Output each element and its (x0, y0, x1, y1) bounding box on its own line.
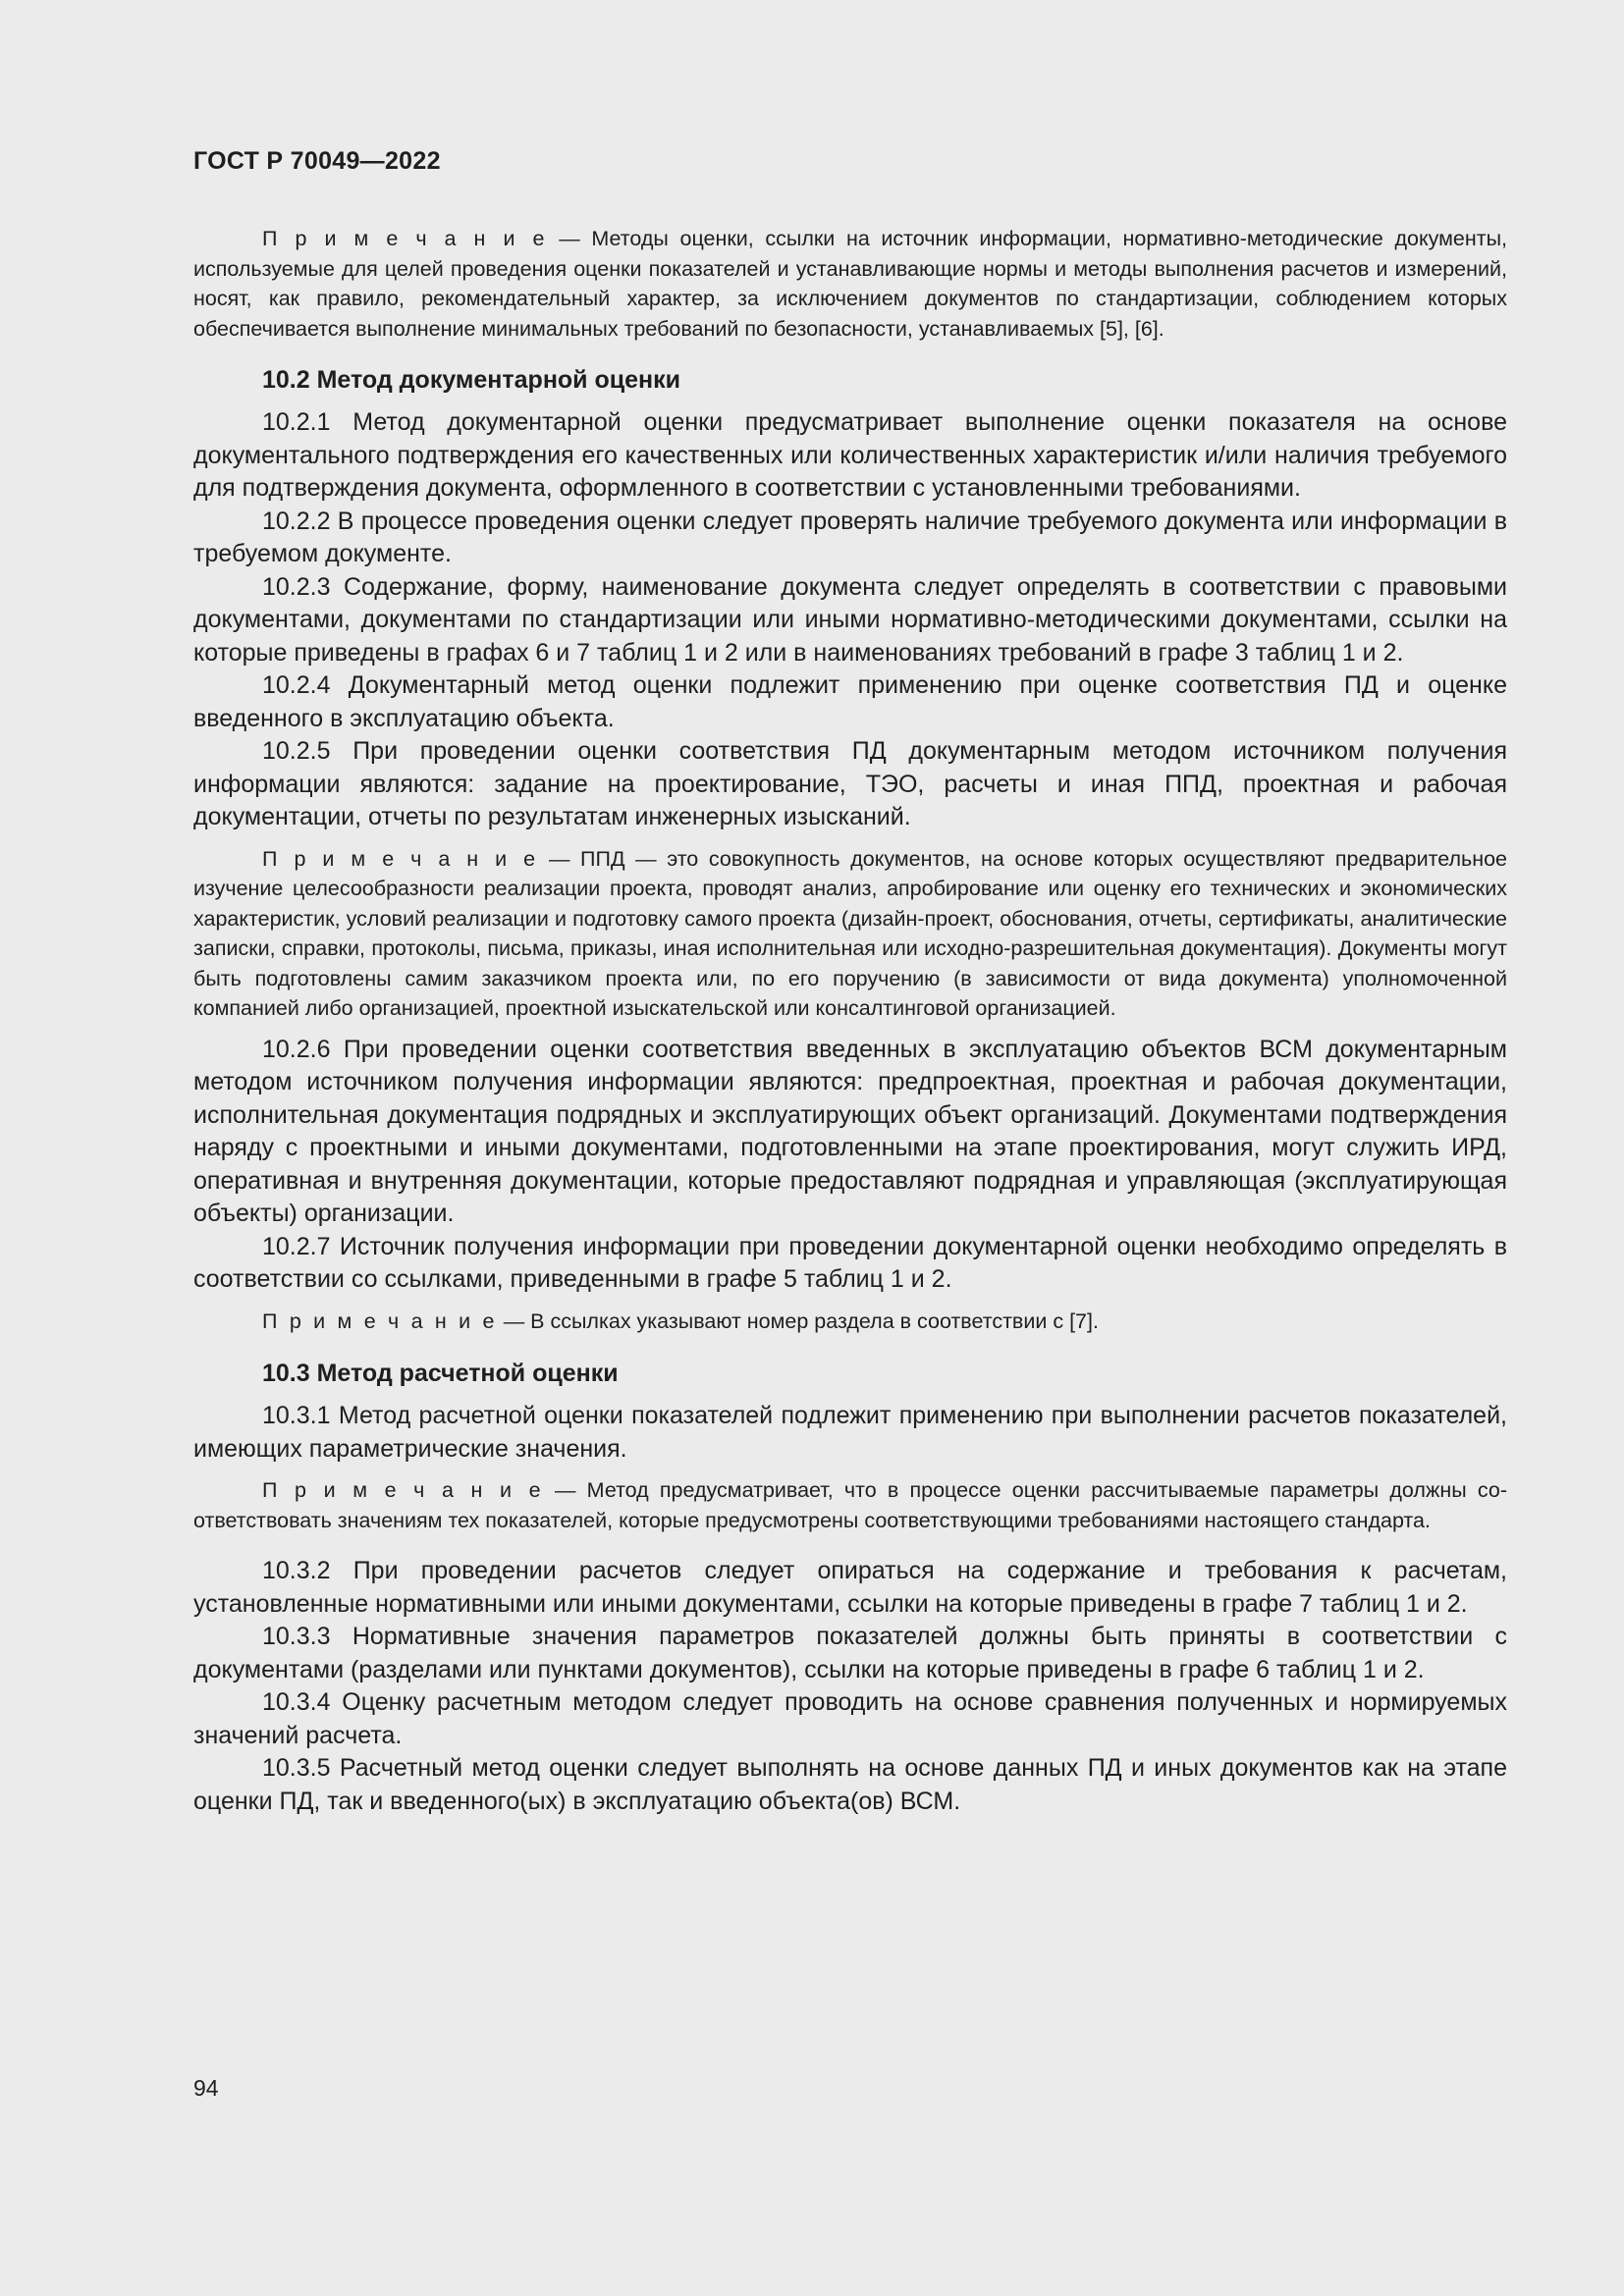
note-references (193, 1307, 1507, 1337)
note-calculation (193, 1475, 1507, 1535)
paragraph-10-2-6: 10.2.6 При проведении оценки соответствия введенных в эксплуатацию объектов ВСМ документарным методом источником получения информации являются: предпроектная, проектная и рабочая документации, исполнительная документация подрядных и эксплуатирующих объект организаций. Документами подтверждения наряду с проектными и иными документами, подготовленными на этапе проектирования, могут служить ИРД, оперативная и внутренняя документации, которые предоставляют подрядная и управляющая (эксплуатирующая объекты) организации. (193, 1035, 1507, 1227)
paragraph-10-2-5: 10.2.5 При проведении оценки соответствия ПД документарным методом источником получения информации являются: задание на проектирование, ТЭО, расчеты и иная ППД, проектная и рабочая документации, отчеты по результатам инженерных изысканий. (193, 737, 1507, 830)
note-label: П р и м е ч а н и е (262, 227, 548, 250)
paragraph-10-3-2: 10.3.2 При проведении расчетов следует опираться на содержание и требования к расчетам, установленные нормативными или иными документами, ссылки на которые приведены в графе 7 таблиц 1 и 2. (193, 1557, 1507, 1618)
section-heading-10-2: 10.2 Метод документарной оценки (262, 366, 681, 394)
note-ppd (193, 844, 1507, 1024)
paragraph-10-3-1: 10.3.1 Метод расчетной оценки показателей подлежит применению при выполнении расчетов показателей, имеющих параметрические значения. (193, 1402, 1507, 1463)
note-label: П р и м е ч а н и е (262, 1478, 544, 1502)
note-text: — ППД — это совокупность документов, на основе которых осуществляют предварительное изучение целесообразности реализации проекта, проводят анализ, апробирование или оценку его технических и экономических характеристик, условий реализации и подготовку самого проекта (дизайн-проект, обоснования, отчеты, сертификаты, аналитические записки, справки, протоколы, письма, приказы, иная исполнительная или исходно-разрешительная документация). Документы могут быть подготовлены самим заказчиком проекта или, по его поручению (в зависимости от вида документа) уполномоченной компанией либо организацией, проектной изыскательской или консалтинговой организацией. (193, 846, 1507, 1020)
paragraph-10-3-5: 10.3.5 Расчетный метод оценки следует выполнять на основе данных ПД и иных документов как на этапе оценки ПД, так и введенного(ых) в эксплуатацию объекта(ов) ВСМ. (193, 1754, 1507, 1815)
note-label: П р и м е ч а н и е (262, 1308, 498, 1333)
note-text: — Метод предусматривает, что в процессе оценки рассчитываемые параметры должны соответствовать значениям тех показателей, которые предусмотрены соответствующими требованиями настоящего стандарта. (193, 1478, 1507, 1532)
paragraph-10-2-7: 10.2.7 Источник получения информации при проведении документарной оценки необходимо определять в соответствии со ссылками, приведенными в графе 5 таблиц 1 и 2. (193, 1232, 1507, 1293)
paragraph-10-3-4: 10.3.4 Оценку расчетным методом следует проводить на основе сравнения полученных и нормируемых значений расчета. (193, 1688, 1507, 1749)
note-text: — Методы оценки, ссылки на источник информации, нормативно-методические документы, используемые для целей проведения оценки показателей и устанавливающие нормы и методы выполнения расчетов и измерений, носят, как правило, рекомендательный характер, за исключением документов по стандартизации, соблюдением которых обеспечивается выполнение минимальных требований по безопасности, устанавливаемых [5], [6]. (193, 227, 1507, 341)
page-content (193, 224, 1507, 1818)
document-header: ГОСТ Р 70049—2022 (193, 147, 441, 175)
paragraph-10-2-2: 10.2.2 В процессе проведения оценки следует проверять наличие требуемого документа или информации в требуемом документе. (193, 507, 1507, 567)
page-number: 94 (193, 2075, 219, 2101)
paragraph-10-3-3: 10.3.3 Нормативные значения параметров показателей должны быть приняты в соответствии с документами (разделами или пунктами документов), ссылки на которые приведены в графе 6 таблиц 1 и 2. (193, 1623, 1507, 1683)
paragraph-10-2-4: 10.2.4 Документарный метод оценки подлежит применению при оценке соответствия ПД и оценке введенного в эксплуатацию объекта. (193, 671, 1507, 732)
paragraph-10-2-1: 10.2.1 Метод документарной оценки предусматривает выполнение оценки показателя на основе документального подтверждения его качественных или количественных характеристик и/или наличия требуемого для подтверждения документа, оформленного в соответствии с установленными требованиями. (193, 408, 1507, 502)
note-methods (193, 224, 1507, 344)
section-heading-10-3: 10.3 Метод расчетной оценки (262, 1360, 619, 1387)
note-text: — В ссылках указывают номер раздела в соответствии с [7]. (497, 1308, 1099, 1333)
paragraph-10-2-3: 10.2.3 Содержание, форму, наименование документа следует определять в соответствии с правовыми документами, документами по стандартизации или иными нормативно-методическими документами, ссылки на которые приведены в графах 6 и 7 таблиц 1 и 2 или в наименованиях требований в графе 3 таблиц 1 и 2. (193, 572, 1507, 667)
note-label: П р и м е ч а н и е (262, 846, 539, 871)
